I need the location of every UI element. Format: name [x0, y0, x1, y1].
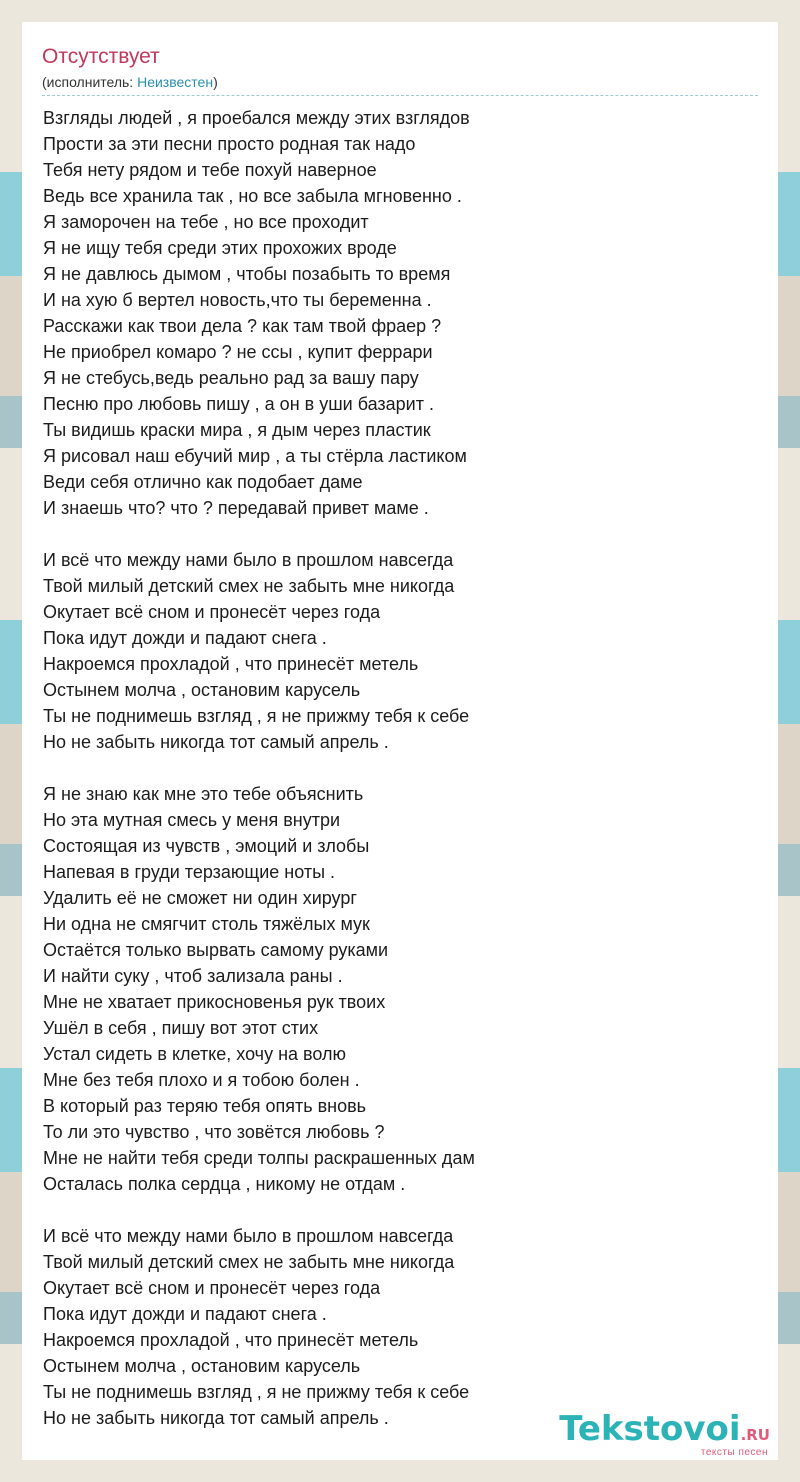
- stanza-gap: [43, 1197, 759, 1223]
- lyric-line: Веди себя отлично как подобает даме: [43, 472, 363, 492]
- song-header: [42, 44, 758, 96]
- lyric-line: Остаётся только вырвать самому руками: [43, 940, 389, 960]
- lyric-line: Ты не поднимешь взгляд , я не прижму тебя к себе: [43, 706, 470, 726]
- lyric-line: Но эта мутная смесь у меня внутри: [43, 810, 341, 830]
- lyric-line: Песню про любовь пишу , а он в уши базарит .: [43, 394, 434, 414]
- lyric-line: И всё что между нами было в прошлом навсегда: [43, 550, 454, 570]
- artist-prefix: (исполнитель:: [42, 74, 138, 90]
- lyric-line: Остынем молча , остановим карусель: [43, 1356, 361, 1376]
- lyric-line: Ты видишь краски мира , я дым через пластик: [43, 420, 431, 440]
- lyric-line: Мне не хватает прикосновенья рук твоих: [43, 992, 386, 1012]
- lyric-line: Твой милый детский смех не забыть мне никогда: [43, 576, 455, 596]
- stanza-gap: [43, 755, 759, 781]
- lyric-line: Я рисовал наш ебучий мир , а ты стёрла ластиком: [43, 446, 467, 466]
- logo-tagline: тексты песен: [700, 1447, 768, 1458]
- logo-tld: .RU: [740, 1426, 770, 1444]
- lyric-line: Ты не поднимешь взгляд , я не прижму тебя к себе: [43, 1382, 470, 1402]
- lyric-line: Удалить её не сможет ни один хирург: [43, 888, 357, 908]
- lyric-line: Ведь все хранила так , но все забыла мгновенно .: [43, 186, 462, 206]
- lyric-line: Взгляды людей , я проебался между этих взглядов: [43, 108, 470, 128]
- lyric-line: Окутает всё сном и пронесёт через года: [43, 1278, 381, 1298]
- lyric-line: Ни одна не смягчит столь тяжёлых мук: [43, 914, 370, 934]
- lyric-line: И всё что между нами было в прошлом навсегда: [43, 1226, 454, 1246]
- song-title: Отсутствует: [42, 45, 160, 68]
- lyric-line: То ли это чувство , что зовётся любовь ?: [43, 1122, 385, 1142]
- lyric-line: Прости за эти песни просто родная так надо: [43, 134, 416, 154]
- lyric-line: В который раз теряю тебя опять вновь: [43, 1096, 367, 1116]
- lyric-line: Я не стебусь,ведь реально рад за вашу пару: [43, 368, 419, 388]
- lyric-line: Расскажи как твои дела ? как там твой фраер ?: [43, 316, 442, 336]
- lyrics-text: [43, 105, 759, 1431]
- site-logo[interactable]: [559, 1411, 770, 1458]
- artist-link[interactable]: Неизвестен: [137, 74, 214, 90]
- lyric-line: Окутает всё сном и пронесёт через года: [43, 602, 381, 622]
- lyric-line: Состоящая из чувств , эмоций и злобы: [43, 836, 370, 856]
- lyric-line: Мне без тебя плохо и я тобою болен .: [43, 1070, 360, 1090]
- artist-suffix: ): [213, 74, 218, 90]
- lyric-line: Остынем молча , остановим карусель: [43, 680, 361, 700]
- lyric-line: И найти суку , чтоб зализала раны .: [43, 966, 343, 986]
- lyric-line: Я не давлюсь дымом , чтобы позабыть то время: [43, 264, 451, 284]
- lyric-line: Не приобрел комаро ? не ссы , купит феррари: [43, 342, 433, 362]
- lyrics-card: [22, 22, 778, 1460]
- lyric-line: Накроемся прохладой , что принесёт метель: [43, 1330, 419, 1350]
- lyric-line: Напевая в груди терзающие ноты .: [43, 862, 336, 882]
- lyric-line: Устал сидеть в клетке, хочу на волю: [43, 1044, 346, 1064]
- lyric-line: Я не знаю как мне это тебе объяснить: [43, 784, 364, 804]
- lyric-line: Но не забыть никогда тот самый апрель .: [43, 1408, 389, 1428]
- lyric-line: Пока идут дожди и падают снега .: [43, 628, 327, 648]
- lyric-line: Пока идут дожди и падают снега .: [43, 1304, 327, 1324]
- lyric-line: И на хую б вертел новость,что ты беременна .: [43, 290, 432, 310]
- lyric-line: Ушёл в себя , пишу вот этот стих: [43, 1018, 319, 1038]
- lyric-line: Я заморочен на тебе , но все проходит: [43, 212, 369, 232]
- lyric-line: Осталась полка сердца , никому не отдам .: [43, 1174, 406, 1194]
- logo-name: Tekstovoi: [559, 1409, 741, 1449]
- lyric-line: Мне не найти тебя среди толпы раскрашенных дам: [43, 1148, 475, 1168]
- lyric-line: И знаешь что? что ? передавай привет маме .: [43, 498, 429, 518]
- lyric-line: Твой милый детский смех не забыть мне никогда: [43, 1252, 455, 1272]
- artist-line: [42, 72, 758, 96]
- lyric-line: Но не забыть никогда тот самый апрель .: [43, 732, 389, 752]
- lyric-line: Накроемся прохладой , что принесёт метель: [43, 654, 419, 674]
- stanza-gap: [43, 521, 759, 547]
- lyric-line: Я не ищу тебя среди этих прохожих вроде: [43, 238, 397, 258]
- lyric-line: Тебя нету рядом и тебе похуй наверное: [43, 160, 377, 180]
